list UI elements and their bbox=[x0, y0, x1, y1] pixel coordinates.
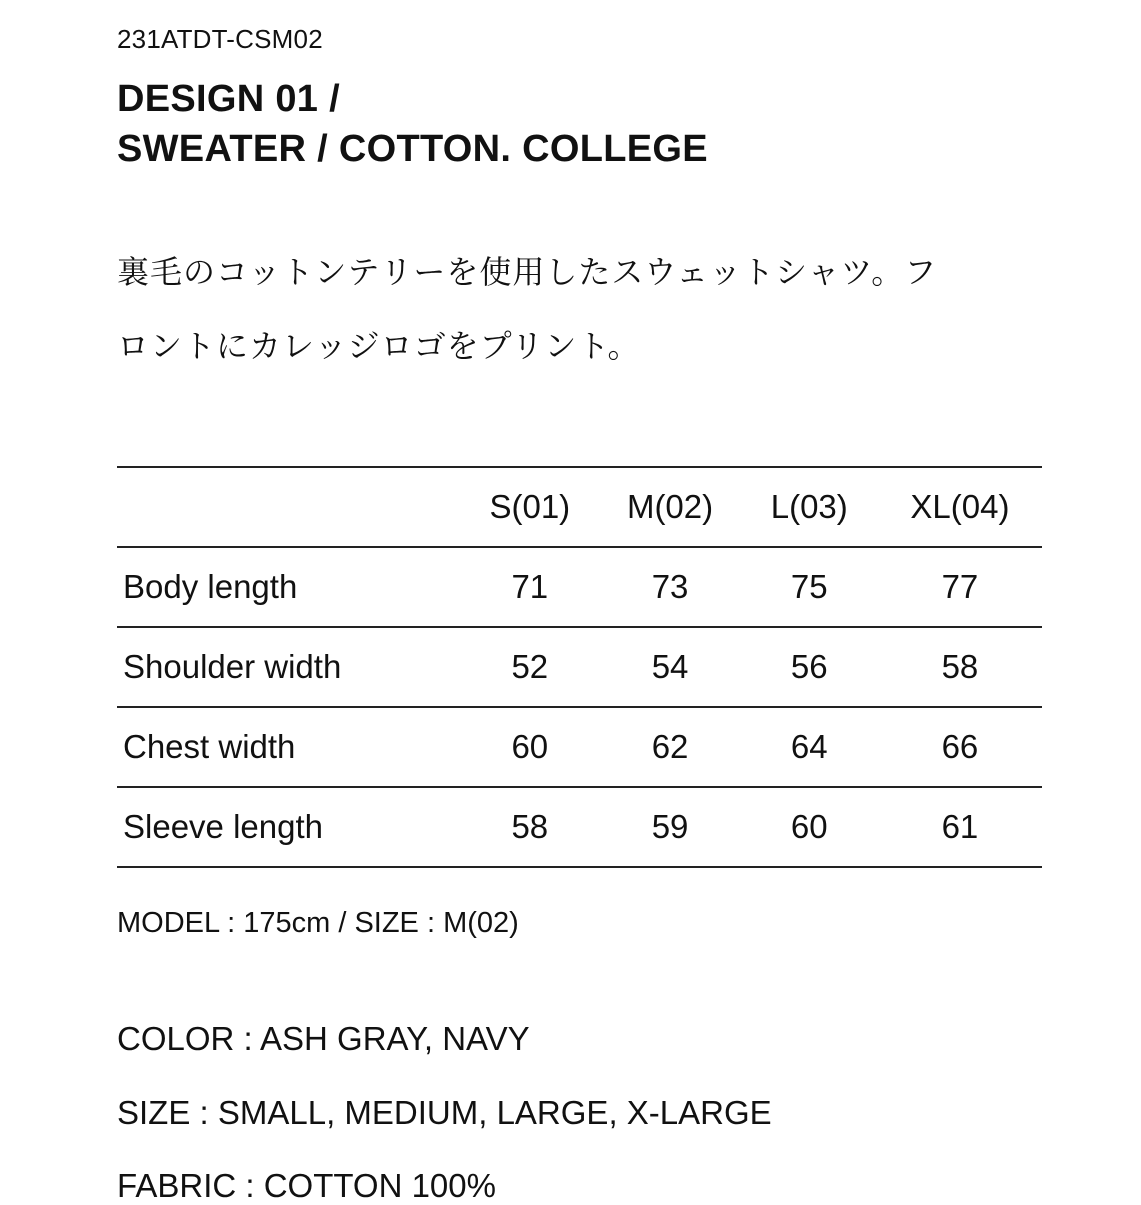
product-description bbox=[117, 235, 1047, 383]
table-cell: 54 bbox=[599, 627, 740, 707]
size-chart-table bbox=[117, 466, 1042, 868]
table-cell: 56 bbox=[741, 627, 878, 707]
table-row bbox=[117, 627, 1042, 707]
product-title-line-1: DESIGN 01 / bbox=[117, 78, 340, 120]
model-info: MODEL : 175cm / SIZE : M(02) bbox=[117, 907, 519, 939]
row-label-chest-width: Chest width bbox=[117, 707, 460, 787]
product-title-line-2: SWEATER / COTTON. COLLEGE bbox=[117, 128, 708, 170]
product-title bbox=[117, 74, 708, 174]
row-label-sleeve-length: Sleeve length bbox=[117, 787, 460, 867]
size-chart-header-row bbox=[117, 467, 1042, 547]
table-cell: 58 bbox=[878, 627, 1042, 707]
product-description-line-2: ロントにカレッジロゴをプリント。 bbox=[117, 327, 641, 365]
table-cell: 73 bbox=[599, 547, 740, 627]
table-cell: 75 bbox=[741, 547, 878, 627]
table-cell: 66 bbox=[878, 707, 1042, 787]
table-cell: 64 bbox=[741, 707, 878, 787]
product-code: 231ATDT-CSM02 bbox=[117, 24, 323, 54]
size-chart-header-blank bbox=[117, 467, 460, 547]
size-chart-header-l: L(03) bbox=[741, 467, 878, 547]
table-cell: 62 bbox=[599, 707, 740, 787]
table-cell: 58 bbox=[460, 787, 599, 867]
row-label-body-length: Body length bbox=[117, 547, 460, 627]
table-row bbox=[117, 787, 1042, 867]
table-cell: 60 bbox=[460, 707, 599, 787]
fabric-spec: FABRIC : COTTON 100% bbox=[117, 1167, 496, 1204]
size-chart-header-s: S(01) bbox=[460, 467, 599, 547]
table-row bbox=[117, 547, 1042, 627]
table-cell: 52 bbox=[460, 627, 599, 707]
table-cell: 60 bbox=[741, 787, 878, 867]
row-label-shoulder-width: Shoulder width bbox=[117, 627, 460, 707]
table-cell: 77 bbox=[878, 547, 1042, 627]
table-cell: 71 bbox=[460, 547, 599, 627]
color-spec: COLOR : ASH GRAY, NAVY bbox=[117, 1020, 530, 1057]
size-chart-header-xl: XL(04) bbox=[878, 467, 1042, 547]
table-cell: 59 bbox=[599, 787, 740, 867]
size-chart-header-m: M(02) bbox=[599, 467, 740, 547]
size-spec: SIZE : SMALL, MEDIUM, LARGE, X-LARGE bbox=[117, 1094, 772, 1131]
table-cell: 61 bbox=[878, 787, 1042, 867]
product-description-line-1: 裏毛のコットンテリーを使用したスウェットシャツ。フ bbox=[117, 253, 938, 291]
table-row bbox=[117, 707, 1042, 787]
